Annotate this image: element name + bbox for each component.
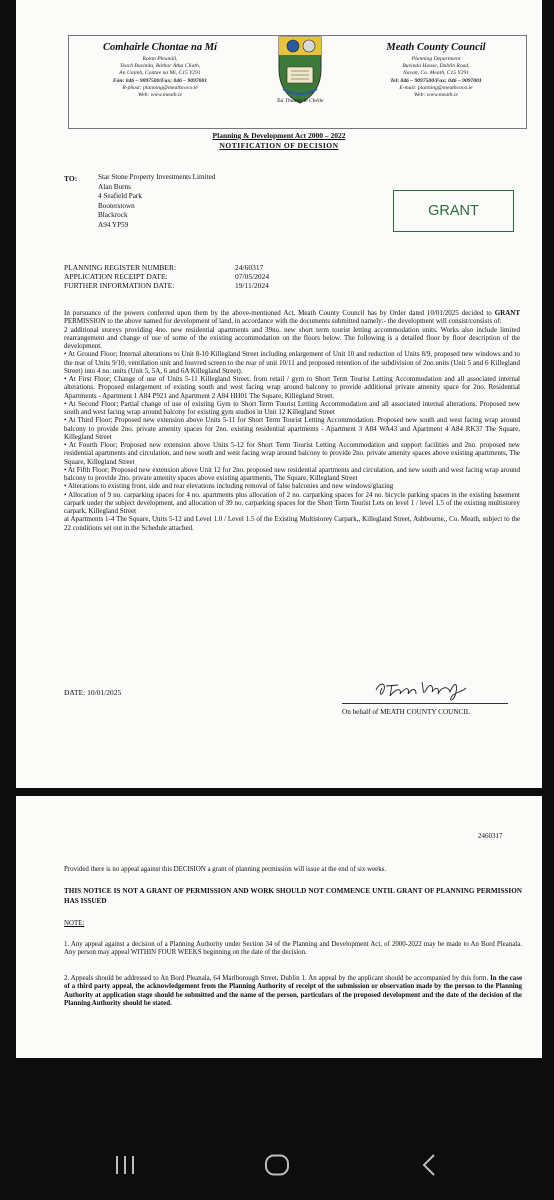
register-value: 19/11/2024 [235,281,269,290]
council-name-irish: Comhairle Chontae na Mí [102,42,218,53]
decision-page-1 [16,0,542,788]
letterhead-phone: Fón: 046 – 9097500/Fax: 046 – 9097001 [112,77,208,84]
register-key: PLANNING REGISTER NUMBER: [64,263,177,272]
register-row [64,281,269,290]
grant-stamp [393,190,514,232]
letterhead-line: Roinn Pleanáil, [142,56,178,62]
note-2 [64,975,522,1008]
letterhead-line: Buvinda House, Dublin Road, [402,63,470,70]
decision-intro-text: In pursuance of the powers conferred upon them by the above-mentioned Act, Meath County Council has by Order dated 10/01/2025 decided to [64,309,495,317]
letterhead-line: Teach Buvinda, Bóthar Átha Cliath, [119,63,201,70]
grant-word: GRANT [494,309,520,317]
council-name-english: Meath County Council [386,42,486,53]
development-line: • At Fifth Floor; Proposed new extension above Unit 12 for 2no. proposed new residential apartments and circulation, and new south and west facing wrap around balcony to provide 2no. private amenity spaces above existing apartments, The Square, Killegland Street [64,465,520,482]
decision-date: DATE: 10/01/2025 [64,688,122,697]
register-details [64,263,269,290]
address-line: Alan Burns [98,182,131,191]
appeal-note: Provided there is no appeal against this DECISION a grant of planning permission will issue at the end of six weeks. [64,866,387,873]
letterhead-english [346,41,526,99]
note-2-bold: In the case of a third party appeal, the acknowledgement from the Planning Authority of receipt of the submission or observation made by the person to the Planning Authority at application stage should be submitted and the name of the person, particulars of the proposed development and the date of the decision of the Planning Authority should be stated. [64,975,522,1007]
letterhead-irish [70,41,250,99]
letterhead-phone: Tel: 046 – 9097500/Fax: 046 – 9097001 [390,77,482,84]
development-line: • Alterations to existing front, side and rear elevations including removal of false balconies and new windows/glazing [64,482,394,491]
recent-apps-button[interactable] [70,1130,180,1200]
signature-line [342,703,508,704]
note-label: NOTE: [64,920,85,927]
home-icon [264,1154,290,1176]
letterhead-web: Web: www.meath.ie [138,92,182,99]
notice-title: NOTIFICATION OF DECISION [219,141,339,150]
grant-stamp-text: GRANT [428,203,479,219]
back-icon [421,1153,437,1177]
recent-apps-icon [113,1154,137,1176]
on-behalf-label: On behalf of MEATH COUNTY COUNCIL [342,708,471,716]
note-2-text: 2. Appeals should be addressed to An Bord Pleanala, 64 Marlborough Street, Dublin 1. An appeal by the applicant should be accompanied by this form. [64,975,491,982]
council-crest-icon [273,33,327,105]
address-line: Booterstown [98,201,135,210]
crest-motto: Tuí Thuaisc le Chéile [276,98,324,104]
letterhead-email: E-mail: planning@meathcoco.ie [399,84,473,91]
not-a-grant-warning: THIS NOTICE IS NOT A GRANT OF PERMISSION AND WORK SHOULD NOT COMMENCE UNTIL GRANT OF PLANNING PERMISSION HAS ISSUED [64,887,522,905]
decision-intro [64,309,520,326]
reference-number: 2460317 [478,832,503,840]
act-title: Planning & Development Act 2000 – 2022 [212,131,346,140]
register-row [64,272,269,281]
back-button[interactable] [374,1130,484,1200]
decision-page-2 [16,796,542,1058]
letterhead-email: R-phost: planning@meathcoco.ie [122,84,198,91]
development-line: at Apartments 1-4 The Square, Units 5-12 and Level 1.0 / Level 1.5 of the Existing Multistorey Carpark,, Killegland Street, Ashbourne,, Co. Meath, subject to the 22 conditions set out in the Schedule attached. [64,515,520,532]
register-row [64,263,269,272]
register-value: 07/05/2024 [235,272,270,281]
development-line: • Allocation of 9 no. carparking spaces for 4 no. apartments plus allocation of 2 no. carparking spaces for 24 no. bicycle parking spaces in the existing basement carpark under the subject development, and allocation of 39 no. carparking spaces for the Short Term Tourist Lets on level 1 / level 1.5 of the existing multistorey carpark, Killegland Street [64,490,520,515]
home-button[interactable] [222,1130,332,1200]
address-line: A94 YP59 [98,220,129,229]
signature-icon [372,676,472,704]
development-line: • At Ground Floor; Internal alterations to Unit 8-10 Killegland Street including enlargement of Unit 10 and reduction of Units 8/9, proposed new windows and to the rear of Units 9/10, ventilation unit and louvred screen to the rear of unit 10/11 and proposed retention of the subdivision of 2no.units (Unit 5 and 6 Killegland Street) into 4 no. units (Unit 5, 5A, 6 and 6A Killegland Street). [64,350,520,375]
decision-body [64,309,520,532]
decision-intro-text: PERMISSION to the above named for development of land, in accordance with the documents submitted namely:- the development will consist/consists of: [64,317,502,326]
to-label: TO: [64,174,78,183]
development-line: • At First Floor; Change of use of Units 5-11 Killegland Street, from retail / gym to Short Term Tourist Letting Accommodation and all associated internal alterations. Proposed enlargement of existing south and west facing wrap around balcony to provide additional private amenity space for 2no. Residential Apartments - Apartment 1 A84 P921 and Apartment 2 A84 HH01 The Square, Killegland Street. [64,375,520,400]
address-line: 4 Seafield Park [98,192,142,201]
letterhead-line: An Uaimh, Contae na Mí, C15 Y291 [119,70,201,77]
letterhead-web: Web: www.meath.ie [414,92,458,99]
letterhead-line: Navan, Co. Meath, C15 Y291 [402,70,470,77]
address-line: Star Stone Property Investments Limited [98,173,216,181]
register-key: APPLICATION RECEIPT DATE: [64,272,168,281]
register-key: FURTHER INFORMATION DATE: [64,281,175,290]
applicant-address [98,173,215,231]
development-line: 2 additional storeys providing 4no. new residential apartments and 39no. new short term tourist letting accommodation units. Works also include limited rearrangement and change of use of some of the existing accommodation on the floors below. The following is a detailed floor by floor description of the development. [64,325,520,350]
development-line: • At Third Floor; Proposed new extension above Units 5-11 for Short Term Tourist Letting Accommodation. Proposed new south and west facing wrap around balcony to provide 2no. private amenity spaces for 2no. existing residential apartments - Apartment 3 A84 WA43 and Apartment 4 A84 RK37 The Square, Killegland Street [64,416,520,441]
note-1: 1. Any appeal against a decision of a Planning Authority under Section 34 of the Planning and Development Act, of 2000-2022 may be made to An Bord Pleanala. Any person may appeal WITHIN FOUR WEEKS beginning on the date of the decision. [64,941,522,957]
development-line: • At Fourth Floor; Proposed new extension above Units 5-12 for Short Term Tourist Letting Accommodation and support facilities and 2no. proposed new residential apartments and circulation, and new south and west facing wrap around balcony to provide 2no. private amenity spaces above existing apartments, The Square, Killegland Street [64,441,520,466]
navigation-bar [0,1130,554,1200]
letterhead-line: Planning Department [411,56,461,62]
address-line: Blackrock [98,211,128,220]
development-line: • At Second Floor; Partial change of use of existing Gym to Short Term Tourist Letting Accommodation and all associated internal alterations. Proposed new south and west facing wrap around balcony for existing gym studios in Unit 12 Killegland Street [64,399,520,416]
register-value: 24/60317 [235,263,264,272]
